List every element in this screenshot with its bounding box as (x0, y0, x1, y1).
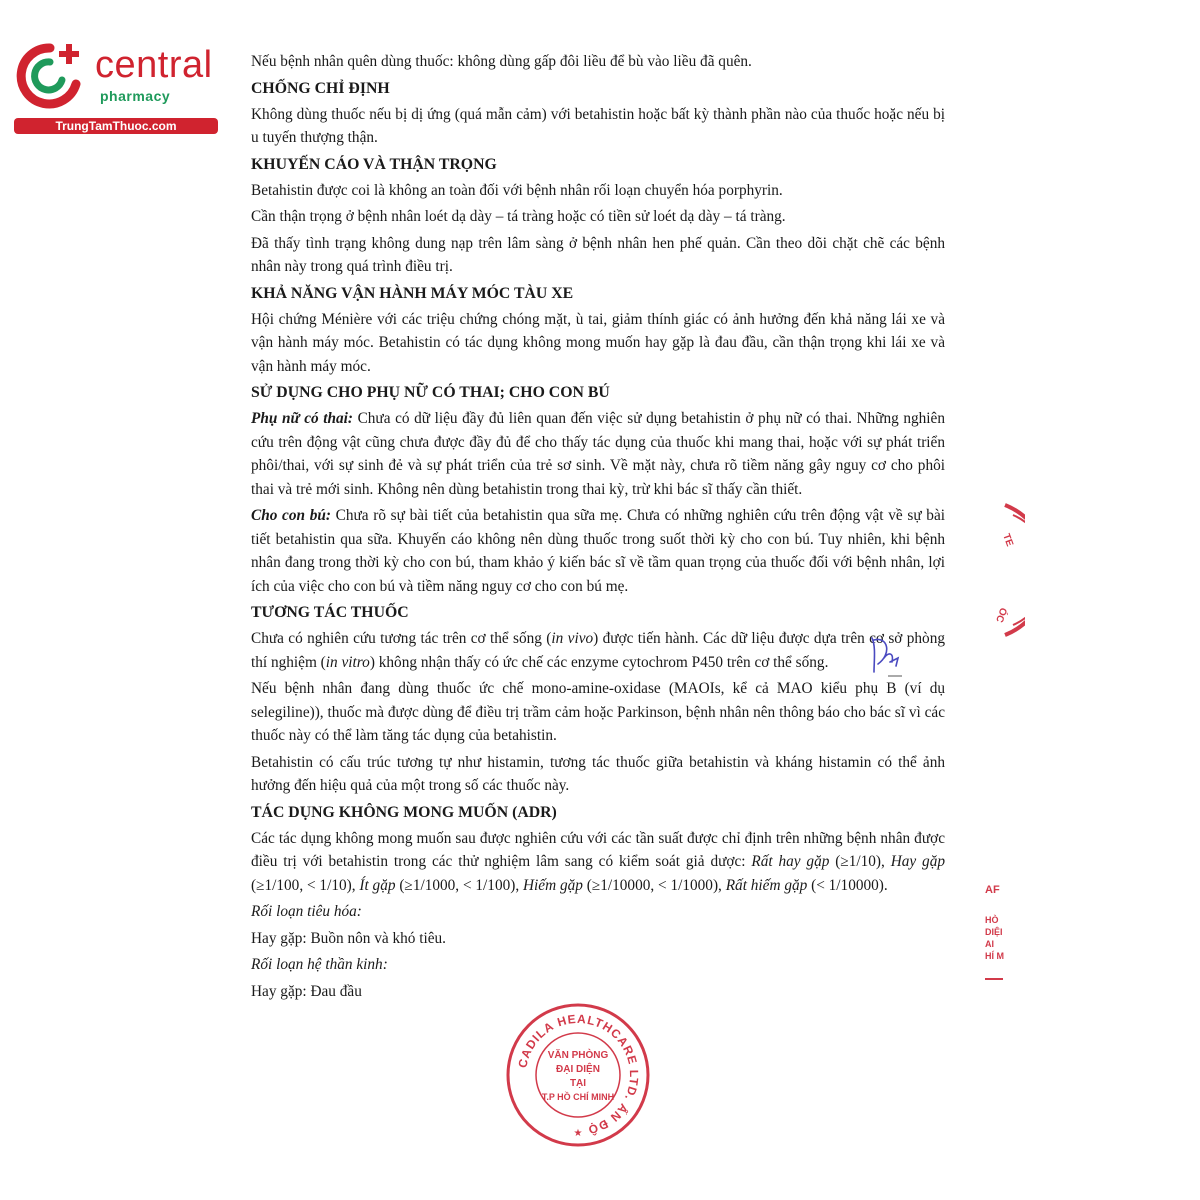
adr-gi-label: Rối loạn tiêu hóa: (251, 903, 362, 920)
interactions-text-e: ) không nhận thấy có ức chế các enzyme cytochrom P450 trên cơ thể sống. (369, 653, 829, 671)
svg-text:TE: TE (1000, 532, 1015, 549)
stamp-star-icon: ★ (573, 1128, 583, 1139)
stamp-line-4: T.P HỒ CHÍ MINH (541, 1092, 615, 1102)
freq-very-common-value: (≥1/10), (829, 853, 891, 870)
intro-paragraph: Nếu bệnh nhân quên dùng thuốc: không dùng gấp đôi liều để bù vào liều đã quên. (251, 53, 752, 70)
interactions-paragraph-1 (251, 627, 945, 674)
heading-pregnancy: SỬ DỤNG CHO PHỤ NỮ CÓ THAI; CHO CON BÚ (251, 384, 610, 401)
freq-common: Hay gặp (890, 853, 945, 870)
heading-interactions: TƯƠNG TÁC THUỐC (251, 604, 409, 621)
warnings-paragraph-1: Betahistin được coi là không an toàn đối với bệnh nhân rối loạn chuyển hóa porphyrin. (251, 181, 783, 199)
pregnancy-paragraph (251, 407, 945, 501)
side-seal-partial-top (975, 495, 1025, 645)
freq-very-common: Rất hay gặp (751, 853, 830, 870)
freq-common-value: (≥1/100, < 1/10), (251, 876, 360, 894)
freq-rare-value: (≥1/10000, < 1/1000), (582, 876, 726, 894)
breastfeeding-text: Chưa rõ sự bài tiết của betahistin qua sữa mẹ. Chưa có những nghiên cứu trên động vật về sự bài tiết betahistin qua sữa. Khuyến cáo không nên dùng thuốc trong suốt thời kỳ cho con bú. Tuy nhiên, khi bệnh nhân đang trong thời kỳ cho con bú, tham khảo ý kiến bác sĩ về tầm quan trọng của thuốc đối với bệnh nhân, lợi ích của việc cho con bú và tiềm năng nguy cơ cho con bú mẹ. (251, 507, 945, 595)
side-seal-partial-bottom: AF HÒ DIỆI AI HÍ M (985, 880, 1025, 1030)
logo-subtitle: pharmacy (100, 88, 171, 104)
logo-url-badge: TrungTamThuoc.com (14, 118, 218, 134)
breastfeeding-paragraph (251, 504, 945, 598)
adr-paragraph (251, 827, 945, 898)
signature-mark (862, 632, 908, 682)
stamp-line-1: VĂN PHÒNG (547, 1050, 609, 1061)
interactions-paragraph-2: Nếu bệnh nhân đang dùng thuốc ức chế mono-amine-oxidase (MAOIs, kể cả MAO kiểu phụ B (ví dụ selegiline)), thuốc mà được dùng để điều trị trầm cảm hoặc Parkinson, bệnh nhân nên thông báo cho bác sĩ vì các thuốc này có thể làm tăng tác dụng của betahistin. (251, 680, 945, 744)
heading-warnings: KHUYẾN CÁO VÀ THẬN TRỌNG (251, 155, 497, 173)
contraindications-paragraph: Không dùng thuốc nếu bị dị ứng (quá mẫn cảm) với betahistin hoặc bất kỳ thành phần nào của thuốc hoặc nếu bị u tuyến thượng thận. (251, 105, 945, 146)
heading-contraindications: CHỐNG CHỈ ĐỊNH (251, 79, 390, 97)
breastfeeding-lead: Cho con bú: (251, 507, 331, 524)
pregnancy-text: Chưa có dữ liệu đầy đủ liên quan đến việc sử dụng betahistin ở phụ nữ có thai. Những nghiên cứu trên động vật cũng chưa được đầy đủ để cho thấy tác dụng của thuốc khi mang thai, hoặc với sự phát triển phôi/thai, với sự sinh đẻ và sự phát triển của trẻ sơ sinh. Về mặt này, chưa rõ tiềm năng gây nguy cơ cho phôi thai và trẻ mới sinh. Không nên dùng betahistin trong thai kỳ, trừ khi bác sĩ thấy cần thiết. (251, 410, 945, 498)
adr-neuro-label: Rối loạn hệ thần kinh: (251, 956, 388, 973)
freq-uncommon-value: (≥1/1000, < 1/100), (395, 876, 523, 894)
heading-driving: KHẢ NĂNG VẬN HÀNH MÁY MÓC TÀU XE (251, 284, 574, 302)
interactions-paragraph-3: Betahistin có cấu trúc tương tự như histamin, tương tác thuốc giữa betahistin và kháng histamin có thể ảnh hưởng đến hiệu quả của một trong số các thuốc này. (251, 753, 945, 794)
interactions-text-a: Chưa có nghiên cứu tương tác trên cơ thể sống ( (251, 630, 552, 647)
freq-rare: Hiếm gặp (523, 876, 583, 894)
adr-intro: Các tác dụng không mong muốn sau được nghiên cứu với các tần suất được chỉ định trên những bệnh nhân được điều trị với betahistin trong các thử nghiệm lâm sang có kiểm soát giả dược: (251, 829, 945, 870)
svg-text:ÓC: ÓC (993, 605, 1009, 624)
in-vitro-term: in vitro (325, 653, 370, 671)
adr-neuro-text: Hay gặp: Đau đầu (251, 982, 362, 1000)
pregnancy-lead: Phụ nữ có thai: (251, 410, 353, 427)
stamp-ring-text: CADILA HEALTHCARE LTD. ẤN ĐỘ (515, 1011, 642, 1138)
interactions-text-c: ) được tiến hành. Các dữ liệu được dựa trên cơ sở phòng thí nghiệm ( (251, 630, 945, 671)
freq-uncommon: Ít gặp (359, 876, 396, 894)
warnings-paragraph-3: Đã thấy tình trạng không dung nạp trên lâm sàng ở bệnh nhân hen phế quản. Cần theo dõi chặt chẽ các bệnh nhân này trong quá trình điều trị. (251, 234, 945, 275)
warnings-paragraph-2: Cần thận trọng ở bệnh nhân loét dạ dày – tá tràng hoặc có tiền sử loét dạ dày – tá tràng. (251, 208, 786, 225)
company-stamp (505, 1002, 651, 1148)
central-pharmacy-logo-icon (10, 40, 90, 110)
driving-paragraph: Hội chứng Ménière với các triệu chứng chóng mặt, ù tai, giảm thính giác có ảnh hưởng đến khả năng lái xe và vận hành máy móc. Betahistin có tác dụng không mong muốn hay gặp là đau đầu, cần thận trọng khi lái xe và vận hành máy móc. (251, 310, 945, 375)
adr-gi-text: Hay gặp: Buồn nôn và khó tiêu. (251, 929, 447, 947)
freq-very-rare: Rất hiếm gặp (725, 876, 808, 894)
document-body (251, 50, 945, 1006)
heading-adr: TÁC DỤNG KHÔNG MONG MUỐN (ADR) (251, 803, 557, 821)
freq-very-rare-value: (< 1/10000). (807, 876, 888, 894)
logo-brand: central (95, 44, 213, 86)
in-vivo-term: in vivo (551, 630, 594, 647)
pharmacy-logo (10, 40, 215, 140)
stamp-line-2: ĐẠI DIỆN (556, 1064, 600, 1075)
stamp-line-3: TẠI (569, 1078, 587, 1089)
